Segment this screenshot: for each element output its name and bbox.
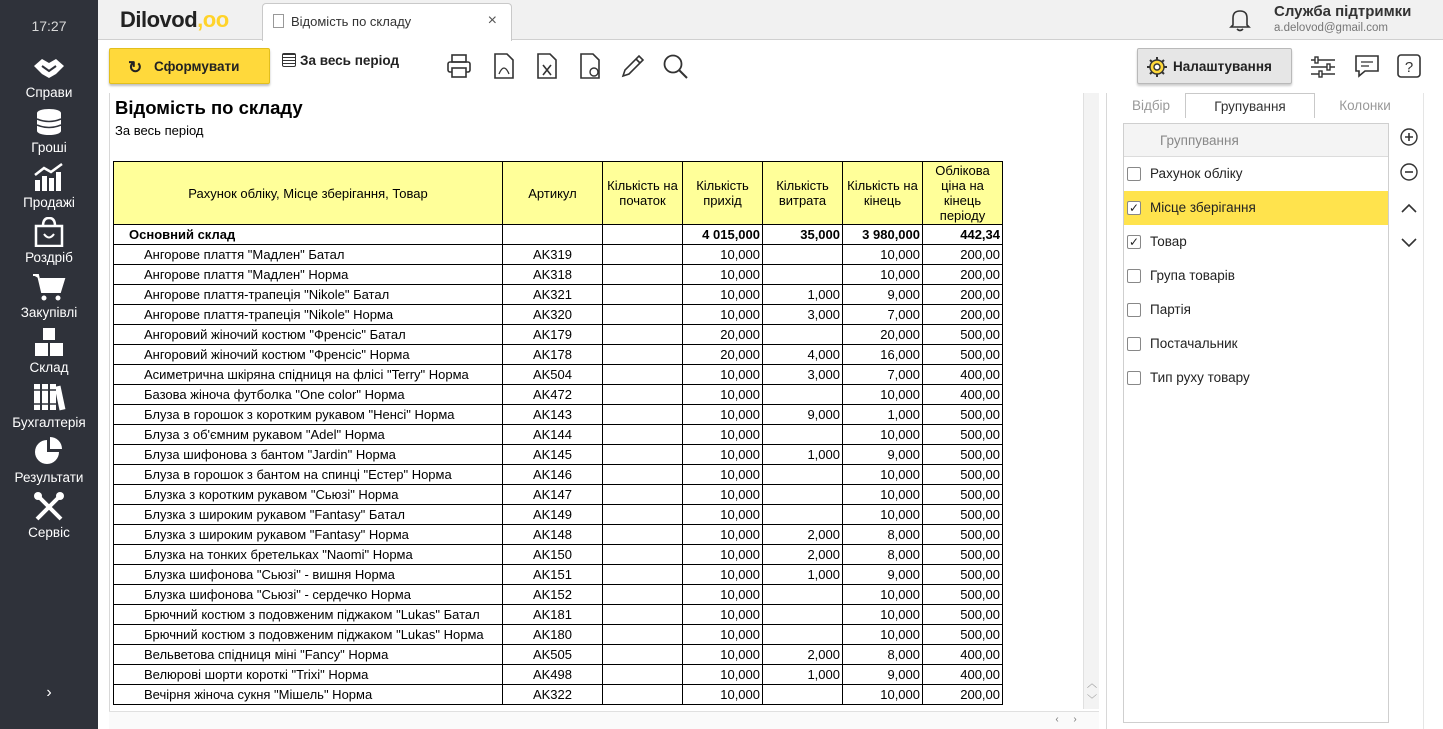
add-plus-icon[interactable] [1398,126,1420,148]
item-start [603,465,683,485]
item-end: 10,000 [843,585,923,605]
item-income: 10,000 [683,505,763,525]
group-income: 4 015,000 [683,225,763,245]
item-start [603,365,683,385]
item-article: AK146 [503,465,603,485]
item-price: 400,00 [923,665,1003,685]
item-article: AK505 [503,645,603,665]
table-row[interactable] [114,485,1003,505]
item-price: 500,00 [923,545,1003,565]
item-income: 10,000 [683,465,763,485]
nav-item-affairs[interactable] [0,52,98,107]
table-header-row [114,162,1003,225]
table-row[interactable] [114,425,1003,445]
item-end: 10,000 [843,265,923,285]
scroll-right-arrow-icon[interactable]: › [1073,714,1077,725]
column-header: Облікова ціна на кінець періоду [923,162,1003,225]
item-start [603,585,683,605]
top-bar [98,0,1443,40]
group-article [503,225,603,245]
close-tab-icon[interactable]: × [487,12,497,29]
item-expense: 2,000 [763,545,843,565]
item-name: Брючний костюм з подовженим піджаком "Lukas" Норма [114,625,503,645]
gear-icon [1146,56,1168,78]
item-start [603,305,683,325]
nav-item-retail[interactable] [0,217,98,272]
svg-text:?: ? [1404,59,1414,76]
group-name: Основний склад [114,225,503,245]
item-price: 500,00 [923,505,1003,525]
item-end: 10,000 [843,465,923,485]
item-price: 200,00 [923,685,1003,705]
column-header: Кількість на початок [603,162,683,225]
boxes-icon [32,327,66,357]
item-income: 10,000 [683,265,763,285]
checkbox[interactable] [1127,269,1141,283]
nav-item-warehouse[interactable] [0,327,98,382]
item-income: 10,000 [683,405,763,425]
tab-report[interactable] [262,3,512,41]
edit-pencil-icon[interactable] [619,52,647,80]
group-expense: 35,000 [763,225,843,245]
item-price: 500,00 [923,445,1003,465]
item-income: 10,000 [683,285,763,305]
table-row[interactable] [114,565,1003,585]
notifications-bell-icon[interactable] [1227,7,1253,33]
sales-chart-icon [32,162,66,192]
nav-label: Справи [25,85,73,100]
table-row[interactable] [114,525,1003,545]
item-start [603,605,683,625]
grouping-item[interactable]: ✓ Місце зберігання [1124,191,1388,225]
item-end: 20,000 [843,325,923,345]
search-icon[interactable] [661,52,689,80]
table-row[interactable] [114,285,1003,305]
item-start [603,565,683,585]
expand-nav-chevron-icon[interactable]: › [46,684,52,701]
item-end: 10,000 [843,625,923,645]
item-start [603,285,683,305]
item-income: 20,000 [683,325,763,345]
item-name: Ангорове плаття "Мадлен" Батал [114,245,503,265]
item-article: AK179 [503,325,603,345]
table-row[interactable] [114,245,1003,265]
grouping-item[interactable]: Постачальник [1124,327,1388,361]
item-name: Вельветова спідниця міні "Fancy" Норма [114,645,503,665]
report-title: Відомість по складу [115,97,303,118]
item-price: 500,00 [923,405,1003,425]
item-article: AK147 [503,485,603,505]
item-price: 200,00 [923,305,1003,325]
item-article: AK148 [503,525,603,545]
item-end: 9,000 [843,445,923,465]
table-row[interactable] [114,385,1003,405]
panel-scrollbar[interactable] [1423,93,1443,729]
item-income: 10,000 [683,425,763,445]
grouping-item[interactable]: ✓ Товар [1128,234,1187,249]
nav-item-service[interactable] [0,492,98,547]
checkbox[interactable] [1127,371,1141,385]
item-expense [763,385,843,405]
item-article: AK152 [503,585,603,605]
item-start [603,245,683,265]
report-period: За весь період [115,123,204,138]
remove-minus-icon[interactable] [1398,161,1420,183]
item-end: 9,000 [843,565,923,585]
item-expense: 1,000 [763,445,843,465]
table-row[interactable] [114,625,1003,645]
item-price: 500,00 [923,625,1003,645]
nav-label: Сервіс [28,525,70,540]
export-excel-icon[interactable] [533,52,561,80]
item-end: 9,000 [843,665,923,685]
item-expense [763,265,843,285]
checkbox[interactable] [1127,167,1141,181]
item-article: AK150 [503,545,603,565]
item-income: 10,000 [683,445,763,465]
item-expense [763,425,843,445]
item-article: AK321 [503,285,603,305]
table-row[interactable] [114,465,1003,485]
item-end: 10,000 [843,605,923,625]
item-expense: 1,000 [763,285,843,305]
item-expense [763,685,843,705]
item-price: 500,00 [923,525,1003,545]
scroll-up-arrow-icon[interactable]: ︿ [1087,679,1097,690]
item-article: AK144 [503,425,603,445]
nav-item-money[interactable] [0,107,98,162]
grouping-item[interactable]: Рахунок обліку [1124,157,1388,191]
item-expense [763,485,843,505]
item-start [603,505,683,525]
item-name: Блузка шифонова "Сьюзі" - вишня Норма [114,565,503,585]
item-price: 500,00 [923,345,1003,365]
item-end: 8,000 [843,545,923,565]
table-row[interactable] [114,605,1003,625]
item-article: AK318 [503,265,603,285]
dilovod-logo: Dilovod,oo [120,7,229,32]
nav-label: Результати [14,470,84,485]
period-button[interactable]: За весь період [282,53,399,79]
table-row[interactable] [114,365,1003,385]
item-end: 10,000 [843,485,923,505]
column-header: Рахунок обліку, Місце зберігання, Товар [114,162,503,225]
item-article: AK151 [503,565,603,585]
item-start [603,325,683,345]
item-article: AK145 [503,445,603,465]
filters-sliders-icon[interactable] [1309,52,1337,80]
item-article: AK181 [503,605,603,625]
item-article: AK143 [503,405,603,425]
report-sheet [109,93,1099,729]
grouping-list-header: Группування [1124,124,1388,157]
handshake-icon [32,52,66,82]
item-name: Блузка шифонова "Сьюзі" - сердечко Норма [114,585,503,605]
item-income: 10,000 [683,605,763,625]
item-price: 200,00 [923,265,1003,285]
item-end: 7,000 [843,305,923,325]
support-email[interactable]: a.delovod@gmail.com [1274,22,1388,34]
item-start [603,685,683,705]
item-income: 10,000 [683,385,763,405]
item-price: 400,00 [923,385,1003,405]
item-name: Блуза в горошок з коротким рукавом "Ненсі" Норма [114,405,503,425]
item-start [603,445,683,465]
item-start [603,265,683,285]
coins-icon [32,107,66,137]
support-title[interactable]: Служба підтримки [1274,3,1412,20]
item-end: 1,000 [843,405,923,425]
item-start [603,665,683,685]
item-end: 7,000 [843,365,923,385]
item-expense: 3,000 [763,305,843,325]
grouping-list [1123,123,1389,723]
main-nav-sidebar [0,0,98,729]
tab-grouping[interactable]: Групування [1185,93,1315,118]
column-header: Кількість прихід [683,162,763,225]
item-start [603,405,683,425]
table-row[interactable] [114,305,1003,325]
group-end: 3 980,000 [843,225,923,245]
report-table [113,161,1003,705]
item-name: Ангорове плаття "Мадлен" Норма [114,265,503,285]
item-name: Брючний костюм з подовженим піджаком "Lukas" Батал [114,605,503,625]
item-expense [763,605,843,625]
scroll-down-arrow-icon[interactable]: ﹀ [1087,695,1097,706]
grouping-item[interactable]: Група товарів [1124,259,1388,293]
export-settings-icon[interactable] [576,52,604,80]
move-down-chevron-icon[interactable] [1398,231,1420,253]
nav-item-accounting[interactable] [0,382,98,437]
item-name: Блузка з коротким рукавом "Сьюзі" Норма [114,485,503,505]
shopping-bag-icon [32,217,66,247]
item-article: AK149 [503,505,603,525]
nav-label: Гроші [31,140,67,155]
table-row[interactable] [114,585,1003,605]
nav-label: Закупівлі [20,305,78,320]
report-horizontal-scrollbar[interactable] [109,711,1099,729]
item-name: Блузка на тонких бретельках "Naomi" Норма [114,545,503,565]
table-row[interactable] [114,545,1003,565]
item-income: 10,000 [683,485,763,505]
nav-label: Бухгалтерія [12,415,86,430]
item-end: 10,000 [843,685,923,705]
checkbox[interactable]: ✓ [1128,235,1140,249]
scroll-left-arrow-icon[interactable]: ‹ [1055,714,1059,725]
tab-filter[interactable]: Відбір [1131,98,1171,113]
item-expense [763,585,843,605]
item-name: Блуза шифонова з бантом "Jardin" Норма [114,445,503,465]
export-pdf-icon[interactable] [490,52,518,80]
cart-icon [32,272,66,302]
column-header: Кількість витрата [763,162,843,225]
item-income: 10,000 [683,545,763,565]
item-expense: 4,000 [763,345,843,365]
item-name: Блузка з широким рукавом "Fantasy" Норма [114,525,503,545]
tools-icon [32,492,66,522]
nav-label: Продажі [23,195,75,210]
group-row[interactable] [114,225,1003,245]
item-end: 16,000 [843,345,923,365]
item-article: AK180 [503,625,603,645]
item-price: 200,00 [923,285,1003,305]
item-article: AK322 [503,685,603,705]
item-expense: 9,000 [763,405,843,425]
item-income: 20,000 [683,345,763,365]
item-income: 10,000 [683,625,763,645]
print-icon[interactable] [445,52,473,80]
item-income: 10,000 [683,645,763,665]
item-article: AK472 [503,385,603,405]
table-row[interactable] [114,445,1003,465]
books-icon [32,382,66,412]
table-row[interactable] [114,665,1003,685]
table-row[interactable] [114,505,1003,525]
nav-label: Роздріб [25,250,73,265]
item-expense [763,465,843,485]
item-expense: 1,000 [763,565,843,585]
item-price: 500,00 [923,325,1003,345]
grouping-item[interactable]: Партія [1124,293,1388,327]
item-article: AK178 [503,345,603,365]
item-start [603,525,683,545]
item-name: Ангоровий жіночий костюм "Френсіс" Батал [114,325,503,345]
item-price: 500,00 [923,585,1003,605]
document-icon [273,14,284,28]
column-header: Артикул [503,162,603,225]
tab-columns[interactable]: Колонки [1339,98,1391,113]
item-name: Блуза з об'ємним рукавом "Adel" Норма [114,425,503,445]
column-header: Кількість на кінець [843,162,923,225]
item-income: 10,000 [683,305,763,325]
item-end: 10,000 [843,425,923,445]
item-expense [763,505,843,525]
item-price: 500,00 [923,485,1003,505]
item-price: 500,00 [923,565,1003,585]
report-vertical-scrollbar[interactable] [1083,93,1099,709]
item-start [603,345,683,365]
item-income: 10,000 [683,365,763,385]
item-price: 500,00 [923,425,1003,445]
item-start [603,385,683,405]
item-end: 10,000 [843,385,923,405]
refresh-icon: ↻ [128,58,143,77]
item-price: 400,00 [923,645,1003,665]
clock: 17:27 [31,18,67,34]
item-name: Асиметрична шкіряна спідниця на флісі "Terry" Норма [114,365,503,385]
item-price: 500,00 [923,605,1003,625]
item-income: 10,000 [683,565,763,585]
item-name: Вечірня жіноча сукня "Мішель" Норма [114,685,503,705]
item-article: AK319 [503,245,603,265]
item-expense: 2,000 [763,525,843,545]
item-article: AK320 [503,305,603,325]
settings-button[interactable]: Налаштування [1137,48,1292,84]
item-name: Блуза в горошок з бантом на спинці "Естер" Норма [114,465,503,485]
item-article: AK498 [503,665,603,685]
calendar-icon [282,53,296,67]
grouping-item[interactable]: Тип руху товару [1124,361,1388,395]
item-income: 10,000 [683,685,763,705]
group-start [603,225,683,245]
item-price: 200,00 [923,245,1003,265]
item-income: 10,000 [683,245,763,265]
checkbox[interactable] [1127,303,1141,317]
chat-comment-icon[interactable] [1353,52,1381,80]
group-price: 442,34 [923,225,1003,245]
item-start [603,645,683,665]
item-start [603,545,683,565]
item-expense: 2,000 [763,645,843,665]
item-end: 10,000 [843,505,923,525]
item-name: Ангоровий жіночий костюм "Френсіс" Норма [114,345,503,365]
help-icon[interactable] [1395,52,1423,80]
item-income: 10,000 [683,585,763,605]
item-name: Велюрові шорти короткі "Trixi" Норма [114,665,503,685]
item-start [603,625,683,645]
item-end: 8,000 [843,525,923,545]
nav-item-purchases[interactable] [0,272,98,327]
table-row[interactable] [114,405,1003,425]
nav-item-sales[interactable] [0,162,98,217]
table-row[interactable] [114,265,1003,285]
item-start [603,425,683,445]
item-expense [763,245,843,265]
item-expense: 1,000 [763,665,843,685]
report-settings-panel [1106,93,1443,729]
report-toolbar [98,41,1443,91]
item-expense [763,325,843,345]
item-end: 8,000 [843,645,923,665]
pie-chart-icon [32,437,66,467]
checkbox[interactable]: ✓ [1128,201,1140,215]
generate-button[interactable]: ↻ Сформувати [109,48,270,84]
move-up-chevron-icon[interactable] [1398,197,1420,219]
item-end: 9,000 [843,285,923,305]
table-row[interactable] [114,685,1003,705]
table-row[interactable] [114,345,1003,365]
item-end: 10,000 [843,245,923,265]
item-name: Базова жіноча футболка "One color" Норма [114,385,503,405]
nav-label: Склад [29,360,69,375]
checkbox[interactable] [1127,337,1141,351]
item-name: Блузка з широким рукавом "Fantasy" Батал [114,505,503,525]
item-price: 500,00 [923,465,1003,485]
item-income: 10,000 [683,665,763,685]
table-row[interactable] [114,325,1003,345]
item-expense: 3,000 [763,365,843,385]
nav-item-results[interactable] [0,437,98,492]
item-name: Ангорове плаття-трапеція "Nikole" Норма [114,305,503,325]
tab-title: Відомість по складу [291,14,412,29]
item-start [603,485,683,505]
item-expense [763,625,843,645]
item-income: 10,000 [683,525,763,545]
table-row[interactable] [114,645,1003,665]
item-name: Ангорове плаття-трапеція "Nikole" Батал [114,285,503,305]
item-price: 400,00 [923,365,1003,385]
item-article: AK504 [503,365,603,385]
